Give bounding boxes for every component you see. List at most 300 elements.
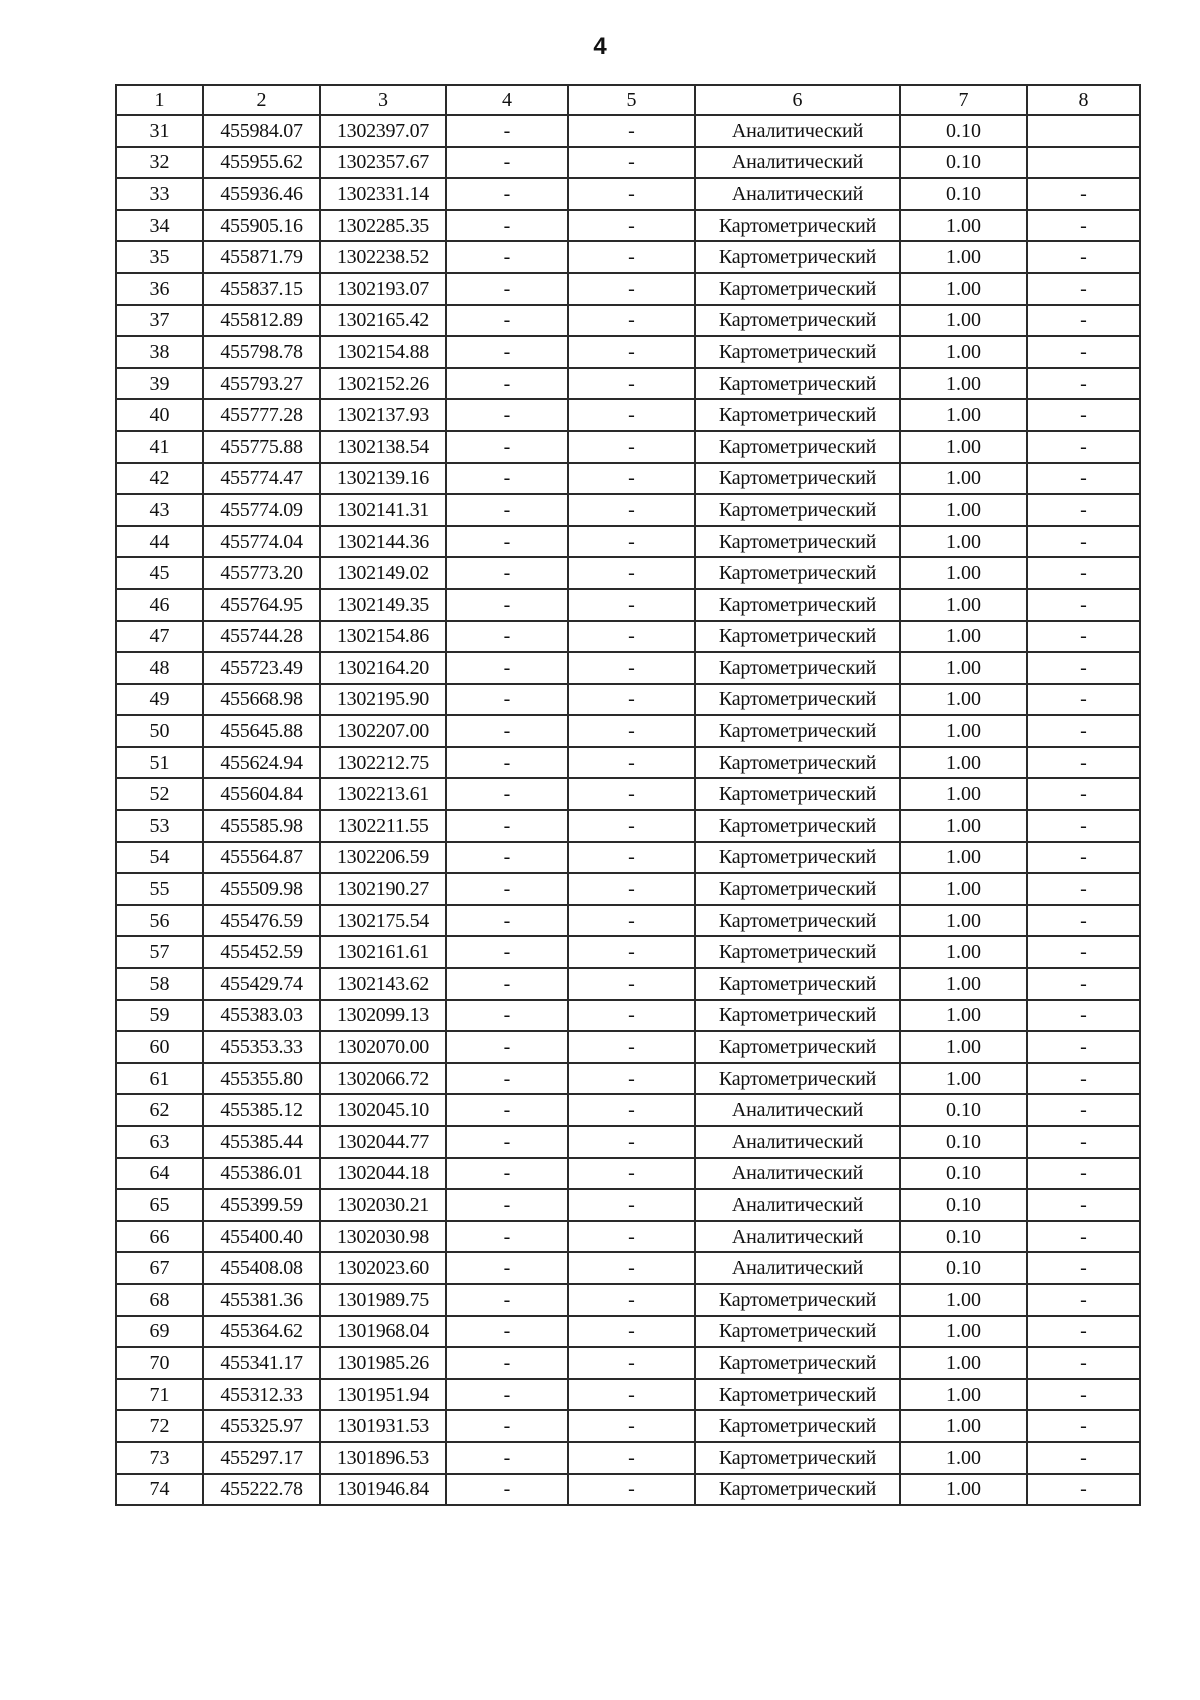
x-coordinate-cell: 455364.62 — [203, 1316, 320, 1348]
table-row — [116, 1316, 1140, 1348]
header-col-6: 6 — [695, 85, 900, 115]
col-8-cell: - — [1027, 621, 1140, 653]
col-4-cell: - — [446, 1221, 568, 1253]
method-cell: Картометрический — [695, 747, 900, 779]
point-number-cell: 57 — [116, 936, 203, 968]
col-8-cell — [1027, 115, 1140, 147]
point-number-cell: 64 — [116, 1158, 203, 1190]
col-4-cell: - — [446, 368, 568, 400]
col-4-cell: - — [446, 1094, 568, 1126]
method-cell: Аналитический — [695, 1221, 900, 1253]
method-cell: Картометрический — [695, 1000, 900, 1032]
y-coordinate-cell: 1302149.35 — [320, 589, 446, 621]
accuracy-cell: 0.10 — [900, 1158, 1027, 1190]
col-8-cell: - — [1027, 399, 1140, 431]
accuracy-cell: 1.00 — [900, 684, 1027, 716]
method-cell: Картометрический — [695, 557, 900, 589]
y-coordinate-cell: 1301989.75 — [320, 1284, 446, 1316]
x-coordinate-cell: 455353.33 — [203, 1031, 320, 1063]
col-8-cell: - — [1027, 905, 1140, 937]
col-4-cell: - — [446, 589, 568, 621]
y-coordinate-cell: 1302238.52 — [320, 241, 446, 273]
header-col-7: 7 — [900, 85, 1027, 115]
y-coordinate-cell: 1302066.72 — [320, 1063, 446, 1095]
accuracy-cell: 0.10 — [900, 1126, 1027, 1158]
x-coordinate-cell: 455341.17 — [203, 1347, 320, 1379]
table-row — [116, 715, 1140, 747]
x-coordinate-cell: 455381.36 — [203, 1284, 320, 1316]
point-number-cell: 43 — [116, 494, 203, 526]
col-8-cell: - — [1027, 336, 1140, 368]
col-5-cell: - — [568, 210, 695, 242]
col-5-cell: - — [568, 652, 695, 684]
accuracy-cell: 1.00 — [900, 1031, 1027, 1063]
col-5-cell: - — [568, 968, 695, 1000]
method-cell: Картометрический — [695, 305, 900, 337]
x-coordinate-cell: 455312.33 — [203, 1379, 320, 1411]
col-8-cell: - — [1027, 1252, 1140, 1284]
x-coordinate-cell: 455624.94 — [203, 747, 320, 779]
col-4-cell: - — [446, 399, 568, 431]
col-4-cell: - — [446, 905, 568, 937]
y-coordinate-cell: 1302099.13 — [320, 1000, 446, 1032]
accuracy-cell: 0.10 — [900, 178, 1027, 210]
col-8-cell: - — [1027, 494, 1140, 526]
method-cell: Аналитический — [695, 1094, 900, 1126]
method-cell: Картометрический — [695, 526, 900, 558]
table-row — [116, 526, 1140, 558]
method-cell: Картометрический — [695, 652, 900, 684]
y-coordinate-cell: 1302164.20 — [320, 652, 446, 684]
col-5-cell: - — [568, 1474, 695, 1506]
y-coordinate-cell: 1302211.55 — [320, 810, 446, 842]
table-row — [116, 1094, 1140, 1126]
accuracy-cell: 0.10 — [900, 1094, 1027, 1126]
y-coordinate-cell: 1302165.42 — [320, 305, 446, 337]
table-row — [116, 147, 1140, 179]
col-4-cell: - — [446, 1442, 568, 1474]
col-8-cell: - — [1027, 652, 1140, 684]
method-cell: Картометрический — [695, 1063, 900, 1095]
col-5-cell: - — [568, 147, 695, 179]
method-cell: Картометрический — [695, 368, 900, 400]
y-coordinate-cell: 1302154.86 — [320, 621, 446, 653]
col-4-cell: - — [446, 305, 568, 337]
accuracy-cell: 1.00 — [900, 273, 1027, 305]
col-8-cell: - — [1027, 1094, 1140, 1126]
method-cell: Картометрический — [695, 905, 900, 937]
col-4-cell: - — [446, 1126, 568, 1158]
table-row — [116, 1410, 1140, 1442]
col-8-cell: - — [1027, 210, 1140, 242]
col-5-cell: - — [568, 905, 695, 937]
table-row — [116, 1252, 1140, 1284]
col-8-cell: - — [1027, 968, 1140, 1000]
col-5-cell: - — [568, 1410, 695, 1442]
col-4-cell: - — [446, 273, 568, 305]
table-row — [116, 1063, 1140, 1095]
method-cell: Аналитический — [695, 1252, 900, 1284]
header-col-8: 8 — [1027, 85, 1140, 115]
col-5-cell: - — [568, 1379, 695, 1411]
col-8-cell: - — [1027, 1126, 1140, 1158]
method-cell: Картометрический — [695, 968, 900, 1000]
y-coordinate-cell: 1302141.31 — [320, 494, 446, 526]
col-5-cell: - — [568, 336, 695, 368]
col-4-cell: - — [446, 715, 568, 747]
y-coordinate-cell: 1302030.98 — [320, 1221, 446, 1253]
col-4-cell: - — [446, 1284, 568, 1316]
col-4-cell: - — [446, 557, 568, 589]
col-8-cell: - — [1027, 1000, 1140, 1032]
x-coordinate-cell: 455355.80 — [203, 1063, 320, 1095]
y-coordinate-cell: 1302023.60 — [320, 1252, 446, 1284]
y-coordinate-cell: 1301968.04 — [320, 1316, 446, 1348]
table-row — [116, 336, 1140, 368]
point-number-cell: 60 — [116, 1031, 203, 1063]
point-number-cell: 44 — [116, 526, 203, 558]
y-coordinate-cell: 1302193.07 — [320, 273, 446, 305]
x-coordinate-cell: 455775.88 — [203, 431, 320, 463]
method-cell: Картометрический — [695, 336, 900, 368]
col-5-cell: - — [568, 431, 695, 463]
method-cell: Картометрический — [695, 684, 900, 716]
col-4-cell: - — [446, 1347, 568, 1379]
col-5-cell: - — [568, 241, 695, 273]
point-number-cell: 42 — [116, 463, 203, 495]
x-coordinate-cell: 455837.15 — [203, 273, 320, 305]
header-col-3: 3 — [320, 85, 446, 115]
table-row — [116, 273, 1140, 305]
y-coordinate-cell: 1302213.61 — [320, 778, 446, 810]
method-cell: Картометрический — [695, 1474, 900, 1506]
page-number: 4 — [593, 33, 607, 60]
point-number-cell: 72 — [116, 1410, 203, 1442]
col-8-cell: - — [1027, 241, 1140, 273]
col-5-cell: - — [568, 1094, 695, 1126]
y-coordinate-cell: 1302152.26 — [320, 368, 446, 400]
col-4-cell: - — [446, 1158, 568, 1190]
method-cell: Картометрический — [695, 494, 900, 526]
x-coordinate-cell: 455723.49 — [203, 652, 320, 684]
point-number-cell: 70 — [116, 1347, 203, 1379]
accuracy-cell: 1.00 — [900, 968, 1027, 1000]
table-row — [116, 463, 1140, 495]
x-coordinate-cell: 455429.74 — [203, 968, 320, 1000]
accuracy-cell: 1.00 — [900, 810, 1027, 842]
header-row — [116, 85, 1140, 115]
point-number-cell: 71 — [116, 1379, 203, 1411]
x-coordinate-cell: 455386.01 — [203, 1158, 320, 1190]
y-coordinate-cell: 1302154.88 — [320, 336, 446, 368]
x-coordinate-cell: 455509.98 — [203, 873, 320, 905]
x-coordinate-cell: 455452.59 — [203, 936, 320, 968]
point-number-cell: 34 — [116, 210, 203, 242]
accuracy-cell: 1.00 — [900, 1000, 1027, 1032]
col-5-cell: - — [568, 305, 695, 337]
y-coordinate-cell: 1302044.18 — [320, 1158, 446, 1190]
x-coordinate-cell: 455798.78 — [203, 336, 320, 368]
accuracy-cell: 1.00 — [900, 305, 1027, 337]
accuracy-cell: 1.00 — [900, 368, 1027, 400]
point-number-cell: 31 — [116, 115, 203, 147]
col-5-cell: - — [568, 842, 695, 874]
y-coordinate-cell: 1302357.67 — [320, 147, 446, 179]
method-cell: Картометрический — [695, 1347, 900, 1379]
col-4-cell: - — [446, 463, 568, 495]
col-4-cell: - — [446, 842, 568, 874]
y-coordinate-cell: 1301985.26 — [320, 1347, 446, 1379]
col-5-cell: - — [568, 463, 695, 495]
y-coordinate-cell: 1302161.61 — [320, 936, 446, 968]
accuracy-cell: 1.00 — [900, 778, 1027, 810]
x-coordinate-cell: 455955.62 — [203, 147, 320, 179]
point-number-cell: 39 — [116, 368, 203, 400]
y-coordinate-cell: 1302190.27 — [320, 873, 446, 905]
table-row — [116, 557, 1140, 589]
table-row — [116, 968, 1140, 1000]
table-row — [116, 936, 1140, 968]
accuracy-cell: 0.10 — [900, 1252, 1027, 1284]
accuracy-cell: 1.00 — [900, 526, 1027, 558]
col-8-cell: - — [1027, 715, 1140, 747]
col-8-cell: - — [1027, 178, 1140, 210]
x-coordinate-cell: 455645.88 — [203, 715, 320, 747]
method-cell: Картометрический — [695, 241, 900, 273]
accuracy-cell: 1.00 — [900, 747, 1027, 779]
col-5-cell: - — [568, 526, 695, 558]
point-number-cell: 63 — [116, 1126, 203, 1158]
x-coordinate-cell: 455383.03 — [203, 1000, 320, 1032]
accuracy-cell: 1.00 — [900, 431, 1027, 463]
col-5-cell: - — [568, 747, 695, 779]
y-coordinate-cell: 1302143.62 — [320, 968, 446, 1000]
col-4-cell: - — [446, 431, 568, 463]
col-5-cell: - — [568, 1347, 695, 1379]
x-coordinate-cell: 455385.44 — [203, 1126, 320, 1158]
table-row — [116, 431, 1140, 463]
y-coordinate-cell: 1302195.90 — [320, 684, 446, 716]
method-cell: Картометрический — [695, 589, 900, 621]
col-8-cell: - — [1027, 1410, 1140, 1442]
col-4-cell: - — [446, 778, 568, 810]
col-8-cell: - — [1027, 1031, 1140, 1063]
col-8-cell: - — [1027, 1158, 1140, 1190]
method-cell: Картометрический — [695, 1316, 900, 1348]
table-row — [116, 1158, 1140, 1190]
table-row — [116, 842, 1140, 874]
accuracy-cell: 1.00 — [900, 905, 1027, 937]
col-4-cell: - — [446, 684, 568, 716]
col-4-cell: - — [446, 1316, 568, 1348]
x-coordinate-cell: 455773.20 — [203, 557, 320, 589]
col-8-cell — [1027, 147, 1140, 179]
table-row — [116, 778, 1140, 810]
table-row — [116, 178, 1140, 210]
point-number-cell: 37 — [116, 305, 203, 337]
col-5-cell: - — [568, 1158, 695, 1190]
col-4-cell: - — [446, 1189, 568, 1221]
col-4-cell: - — [446, 210, 568, 242]
col-5-cell: - — [568, 399, 695, 431]
x-coordinate-cell: 455476.59 — [203, 905, 320, 937]
method-cell: Картометрический — [695, 936, 900, 968]
method-cell: Картометрический — [695, 1031, 900, 1063]
point-number-cell: 62 — [116, 1094, 203, 1126]
col-4-cell: - — [446, 1474, 568, 1506]
method-cell: Картометрический — [695, 1410, 900, 1442]
col-4-cell: - — [446, 1031, 568, 1063]
point-number-cell: 61 — [116, 1063, 203, 1095]
table-row — [116, 115, 1140, 147]
accuracy-cell: 1.00 — [900, 1284, 1027, 1316]
col-8-cell: - — [1027, 936, 1140, 968]
y-coordinate-cell: 1302070.00 — [320, 1031, 446, 1063]
col-4-cell: - — [446, 1379, 568, 1411]
col-5-cell: - — [568, 1063, 695, 1095]
col-5-cell: - — [568, 715, 695, 747]
accuracy-cell: 1.00 — [900, 463, 1027, 495]
point-number-cell: 54 — [116, 842, 203, 874]
table-row — [116, 494, 1140, 526]
method-cell: Картометрический — [695, 1284, 900, 1316]
method-cell: Картометрический — [695, 778, 900, 810]
method-cell: Картометрический — [695, 842, 900, 874]
accuracy-cell: 1.00 — [900, 621, 1027, 653]
table-row — [116, 589, 1140, 621]
col-5-cell: - — [568, 589, 695, 621]
table-row — [116, 684, 1140, 716]
table-row — [116, 652, 1140, 684]
x-coordinate-cell: 455871.79 — [203, 241, 320, 273]
method-cell: Картометрический — [695, 873, 900, 905]
table-row — [116, 747, 1140, 779]
accuracy-cell: 1.00 — [900, 210, 1027, 242]
accuracy-cell: 1.00 — [900, 873, 1027, 905]
point-number-cell: 33 — [116, 178, 203, 210]
col-5-cell: - — [568, 368, 695, 400]
accuracy-cell: 1.00 — [900, 241, 1027, 273]
point-number-cell: 55 — [116, 873, 203, 905]
x-coordinate-cell: 455774.47 — [203, 463, 320, 495]
table-row — [116, 368, 1140, 400]
col-8-cell: - — [1027, 747, 1140, 779]
method-cell: Картометрический — [695, 1379, 900, 1411]
col-8-cell: - — [1027, 1379, 1140, 1411]
x-coordinate-cell: 455385.12 — [203, 1094, 320, 1126]
col-5-cell: - — [568, 810, 695, 842]
col-5-cell: - — [568, 115, 695, 147]
header-col-1: 1 — [116, 85, 203, 115]
method-cell: Картометрический — [695, 431, 900, 463]
col-8-cell: - — [1027, 273, 1140, 305]
col-8-cell: - — [1027, 526, 1140, 558]
x-coordinate-cell: 455325.97 — [203, 1410, 320, 1442]
accuracy-cell: 1.00 — [900, 1316, 1027, 1348]
col-5-cell: - — [568, 873, 695, 905]
table-row — [116, 1474, 1140, 1506]
point-number-cell: 67 — [116, 1252, 203, 1284]
y-coordinate-cell: 1302212.75 — [320, 747, 446, 779]
table-row — [116, 210, 1140, 242]
point-number-cell: 45 — [116, 557, 203, 589]
y-coordinate-cell: 1302137.93 — [320, 399, 446, 431]
accuracy-cell: 1.00 — [900, 494, 1027, 526]
col-5-cell: - — [568, 684, 695, 716]
point-number-cell: 36 — [116, 273, 203, 305]
x-coordinate-cell: 455936.46 — [203, 178, 320, 210]
point-number-cell: 38 — [116, 336, 203, 368]
header-col-2: 2 — [203, 85, 320, 115]
col-8-cell: - — [1027, 1347, 1140, 1379]
method-cell: Картометрический — [695, 273, 900, 305]
y-coordinate-cell: 1302144.36 — [320, 526, 446, 558]
col-5-cell: - — [568, 1442, 695, 1474]
table-row — [116, 1000, 1140, 1032]
col-5-cell: - — [568, 1031, 695, 1063]
x-coordinate-cell: 455222.78 — [203, 1474, 320, 1506]
x-coordinate-cell: 455744.28 — [203, 621, 320, 653]
col-4-cell: - — [446, 526, 568, 558]
col-4-cell: - — [446, 336, 568, 368]
table-row — [116, 1347, 1140, 1379]
col-4-cell: - — [446, 621, 568, 653]
y-coordinate-cell: 1302206.59 — [320, 842, 446, 874]
point-number-cell: 53 — [116, 810, 203, 842]
method-cell: Картометрический — [695, 621, 900, 653]
table-row — [116, 810, 1140, 842]
y-coordinate-cell: 1302397.07 — [320, 115, 446, 147]
method-cell: Аналитический — [695, 115, 900, 147]
col-5-cell: - — [568, 494, 695, 526]
col-8-cell: - — [1027, 810, 1140, 842]
point-number-cell: 68 — [116, 1284, 203, 1316]
col-5-cell: - — [568, 1316, 695, 1348]
header-col-4: 4 — [446, 85, 568, 115]
point-number-cell: 47 — [116, 621, 203, 653]
table-row — [116, 873, 1140, 905]
col-8-cell: - — [1027, 1063, 1140, 1095]
point-number-cell: 50 — [116, 715, 203, 747]
point-number-cell: 73 — [116, 1442, 203, 1474]
accuracy-cell: 1.00 — [900, 589, 1027, 621]
method-cell: Картометрический — [695, 463, 900, 495]
x-coordinate-cell: 455564.87 — [203, 842, 320, 874]
col-8-cell: - — [1027, 368, 1140, 400]
col-8-cell: - — [1027, 463, 1140, 495]
method-cell: Картометрический — [695, 715, 900, 747]
method-cell: Аналитический — [695, 178, 900, 210]
point-number-cell: 32 — [116, 147, 203, 179]
col-8-cell: - — [1027, 1221, 1140, 1253]
y-coordinate-cell: 1302285.35 — [320, 210, 446, 242]
accuracy-cell: 1.00 — [900, 936, 1027, 968]
point-number-cell: 35 — [116, 241, 203, 273]
point-number-cell: 74 — [116, 1474, 203, 1506]
accuracy-cell: 1.00 — [900, 1379, 1027, 1411]
point-number-cell: 69 — [116, 1316, 203, 1348]
x-coordinate-cell: 455400.40 — [203, 1221, 320, 1253]
col-8-cell: - — [1027, 557, 1140, 589]
col-8-cell: - — [1027, 873, 1140, 905]
col-8-cell: - — [1027, 589, 1140, 621]
table-row — [116, 1379, 1140, 1411]
col-5-cell: - — [568, 621, 695, 653]
col-5-cell: - — [568, 1221, 695, 1253]
accuracy-cell: 0.10 — [900, 1221, 1027, 1253]
col-8-cell: - — [1027, 1284, 1140, 1316]
point-number-cell: 65 — [116, 1189, 203, 1221]
